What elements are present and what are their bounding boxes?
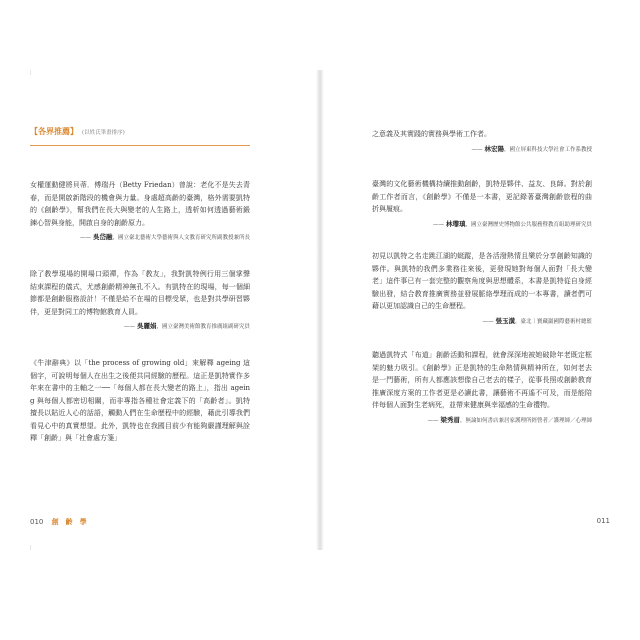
section-tag: 【各界推薦】 [30, 126, 78, 136]
section-subtitle: (以姓氏筆畫排序) [82, 130, 125, 136]
signature-title: ，無論如何書店兼居家護理所經營者／護理師／心理師 [459, 417, 592, 424]
right-footer [597, 517, 610, 525]
signature-title: ，國立臺灣美術館教育推廣組副研究員 [156, 324, 250, 330]
endorsement-signature [372, 415, 592, 424]
signature-title: ，國立屏東科技大學社會工作系教授 [503, 146, 592, 153]
signature-dash: —— [432, 221, 444, 228]
book-title: 創 齡 學 [51, 518, 87, 526]
book-spine [316, 70, 324, 550]
page-number: 010 [30, 518, 44, 526]
signature-dash: —— [123, 324, 135, 330]
endorsement-signature [30, 321, 250, 330]
signature-dash: —— [427, 417, 439, 424]
endorsement-block [30, 179, 250, 241]
left-footer [30, 517, 87, 527]
signature-name: 梁秀眉 [440, 415, 460, 424]
endorsement-block [372, 349, 592, 424]
endorsement-block [372, 250, 592, 325]
endorsement-signature [30, 232, 250, 241]
signature-title: ，國立臺灣歷史博物館公共服務暨教育組助理研究員 [465, 221, 592, 228]
section-header [30, 126, 250, 137]
endorsement-block [372, 178, 592, 228]
endorsement-signature [372, 144, 592, 153]
page-number: 011 [596, 517, 610, 525]
endorsement-signature [372, 219, 592, 228]
endorsement-block [30, 357, 250, 445]
endorsement-text: 初見以凱特之名走跳江湖的蜓蹤，是各活潑熱情且樂於分享創齡知識的夥伴。與凱特的我們多業務往來後，更發現她對每個人面對「長大變老」這件事已有一套完整的觀察角度與思想體系，本書是凱特從自身經驗出發，結合教育推廣實務並發展脈絡學理而成的一本專書，讀者們可藉以更加認識自己的生命歷程。 [372, 252, 592, 310]
endorsement-text: 除了教學現場的開場口頭禪，作為「教友」，我對凱特例行用三個掌聲結束課程的儀式，尤感創齡精神無孔不入。有凱特在的現場，每一個細節都是創齡服務設計！不僅是給不在場的目標受眾，也是對共學研習夥伴，更是對同工的博物館教育人員。 [30, 270, 250, 316]
signature-name: 吳岱融 [92, 233, 113, 241]
signature-name: 林宏陽 [484, 144, 504, 153]
endorsement-block [372, 128, 592, 153]
left-page [30, 75, 311, 545]
signature-name: 吳麗娟 [136, 322, 157, 330]
signature-name: 張玉潢 [495, 316, 515, 325]
endorsement-text: 臺灣的文化藝術機構持續推動創齡，凱特是夥伴、益友、良師。對於創齡工作者而言，《創齡學》不僅是一本書，更記錄著臺灣創齡旅程的曲折與履痕。 [372, 180, 592, 213]
endorsement-text: 女權運動健將貝蒂．傅瑞丹（Betty Friedan）曾說：老化不是失去青春，而是開啟新階段的機會與力量。身處超高齡的臺灣，格外需要凱特的《創齡學》，幫我們在長大與變老的人生路上，透析如何透過藝術鍛鍊心智與身能，開啟自身的創齡原力。 [30, 181, 250, 227]
signature-dash: —— [482, 318, 494, 325]
signature-dash: —— [471, 146, 483, 153]
header-rule [30, 145, 250, 146]
endorsement-text: 聽過凱特式「布道」創齡活動和課程，就會深深地被她破除年老既定框架的魅力吸引。《創齡學》正是凱特的生命熱情與精神所在，如何老去是一門藝術，所有人都應該想像自己老去的樣子，從事長照或創齡教育推廣深度方案的工作者更是必讀此書，讓藝術不再遙不可及，而是能陪伴每個人面對生老病死，並帶來健康與幸福感的生命禮物。 [372, 351, 592, 409]
right-page [329, 75, 610, 545]
endorsement-text: 《牛津辭典》以「the process of growing old」來解釋 ageing 這個字，可說明每個人在出生之後便共同經驗的歷程。這正是凱特實作多年來在書中的主軸之一──「每個人都在長大變老的路上」，指出 ageing 與每個人都密切相關，而非專指各種社會定義下的「高齡者」。凱特擅長以貼近人心的話語，觸動人們在生命歷程中的經驗，藉此引導我們看見心中的真實想望。此外，凱特也在我國目前少有能夠嚴謹理解與詮釋「創齡」與「社會處方箋」 [30, 359, 250, 442]
endorsement-block [30, 268, 250, 330]
endorsement-signature [372, 316, 592, 325]
signature-title: ，臺北｜寶藏巖國際藝術村總監 [514, 318, 592, 325]
signature-name: 林瓈瑱 [445, 219, 466, 228]
signature-dash: —— [79, 235, 91, 241]
signature-title: ，國立臺北藝術大學藝術與人文教育研究所副教授兼所長 [112, 235, 250, 241]
endorsement-text: 之意義及其實踐的實務與學術工作者。 [372, 130, 491, 138]
